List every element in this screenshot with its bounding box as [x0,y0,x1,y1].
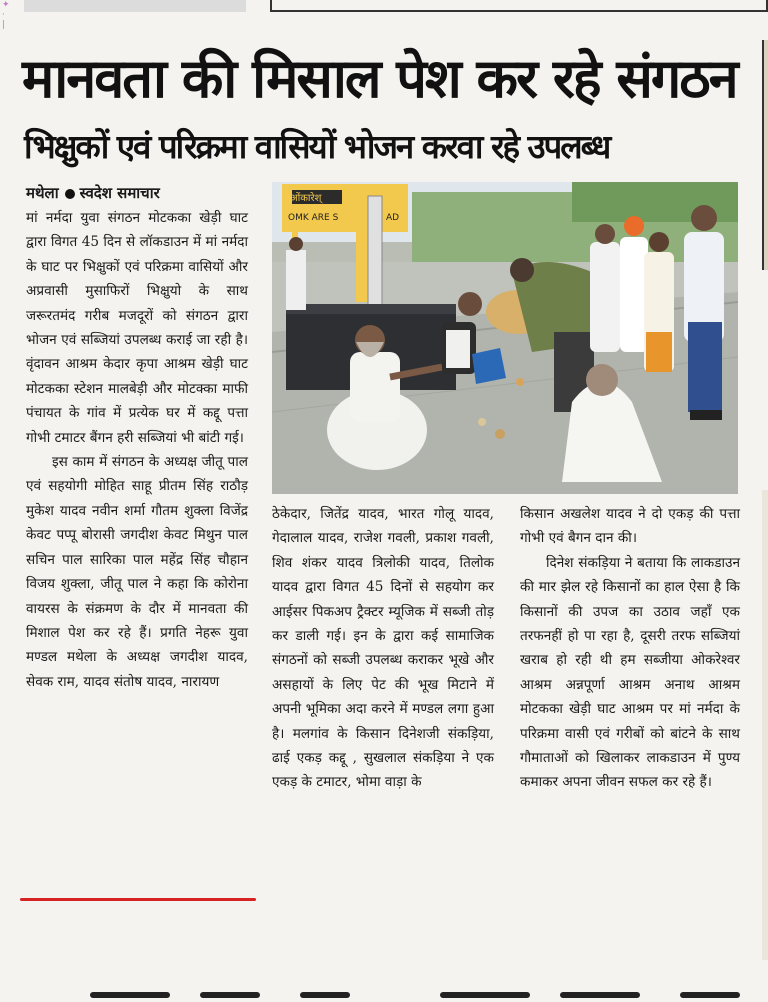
adjacent-column-edge [762,490,768,960]
paragraph: इस काम में संगठन के अध्यक्ष जीतू पाल एवं सहयोगी मोहित साहू प्रीतम सिंह राठौड़ मुकेश यादव नवीन शर्मा गौतम शुक्ला विजेंद्र केवट पप्पू बोरासी जगदीश केवट मिथुन पाल सचिन पाल सारिका पाल महेंद्र सिंह चौहान विजय शुक्ला, जीतू पाल ने कहा कि कोरोना वायरस के संक्रमण के दौर में मानवता की मिशाल पेश कर रहे हैं। प्रगति नेहरू युवा मण्डल मथेला के अध्यक्ष जगदीश यादव, सेवक राम, यादव संतोष यादव, नारायण [26,454,248,690]
bullet-icon [65,189,75,199]
paragraph: दिनेश संकड़िया ने बताया कि लाकडाउन की मार झेल रहे किसानों का हाल ऐसा है कि किसानों की उपज का उठाव जहाँ एक तरफनहीं हो पा रहा है, दूसरी तरफ सब्जियां खराब हो रही थी हम सब्जीया ओकरेश्वर आश्रम अन्नपूर्णा आश्रम अनाथ आश्रम मोटकका खेड़ी घाट आश्रम पर मां नर्मदा के परिक्रमा वासी एवं गरीबों को बांटने के साथ गौमाताओं को खिलाकर लाकडाउन में पुण्य कमाकर अपना जीवन सफल कर रहे हैं। [520,554,740,791]
paragraph: ठेकेदार, जितेंद्र यादव, भारत गोलू यादव, गेदालाल यादव, राजेश गवली, प्रकाश गवली, शिव शंकर यादव त्रिलोकी यादव, तिलोक यादव द्वारा विगत 45 दिनों से सहयोग कर आईसर पिकअप ट्रैक्टर म्यूजिक में सब्जी तोड़ कर डाली गई। इन के द्वारा कई सामाजिक संगठनों को सब्जी उपलब्ध कराकर भूखे और असहायों के लिए पेट की भूख मिटाने में अपनी भूमिका अदा करने में मण्डल लगा हुआ है। मलगांव के किसान दिनेशजी संकड़िया, ढाई एकड़ कद्दू , सुखलाल संकड़िया ने एक एकड़ के टमाटर, भोमा वाड़ा के [272,506,494,791]
previous-article-strip [24,0,246,12]
article-photo [272,182,738,494]
next-headline-fragment [0,982,768,1002]
page-edge-mark: ✦ · | [2,0,10,30]
paragraph: मां नर्मदा युवा संगठन मोटकका खेड़ी घाट द्वारा विगत 45 दिन से लॉकडाउन में मां नर्मदा के घाट पर भिक्षुकों एवं परिक्रमा वासियों और अप्रवासी मुसाफिरों भिक्षुयो के साथ जरूरतमंद गरीब मजदूरों को संगठन द्वारा भोजन एवं सब्जियां उपलब्ध कराई जा रही है। वृंदावन आश्रम केदार कृपा आश्रम खेड़ी घाट मोटकका स्टेशन मालबेड़ी और मोटक्का माफी पंचायत के गांव में प्रत्येक घर में कद्दू पत्ता गोभी टमाटर बैंगन हरी सब्जियां भी बांटी गई। [26,210,248,446]
article-headline: मानवता की मिसाल पेश कर रहे संगठन [22,47,737,110]
paragraph: किसान अखलेश यादव ने दो एकड़ की पत्ता गोभी एवं बैगन दान की। [520,506,740,547]
article-column-1 [26,206,248,694]
article-subheadline: भिक्षुकों एवं परिक्रमा वासियों भोजन करवा रहे उपलब्ध [24,127,610,166]
byline-agency: स्वदेश समाचार [79,184,160,202]
station-sign-suffix: AD [386,213,400,223]
adjacent-photo-edge [762,40,768,270]
highlight-underline [20,898,256,901]
adjacent-box-border [270,0,768,12]
station-sign-english: OMK ARE S [288,213,339,223]
article-column-3 [520,502,740,795]
byline [26,183,266,203]
byline-location: मथेला [26,184,59,202]
article-column-2 [272,502,494,795]
station-sign-hindi: ओंकारेश् [290,193,322,204]
photo-illustration [272,182,738,494]
